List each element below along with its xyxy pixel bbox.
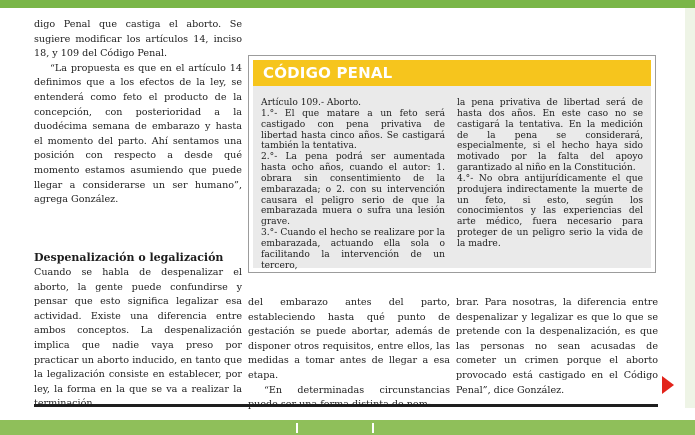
paragraph: digo Penal que castiga el aborto. Se sugiere modificar los artículos 14, inciso 18, y 109 del Código Penal. — [34, 19, 242, 60]
sidebar-right-column — [457, 98, 643, 250]
paragraph: brar. Para nosotras, la diferencia entre despenalizar y legalizar es que lo que se pretende con la despenalización, es que las personas no sean acusadas de cometer un crimen porque el aborto provocado está castigado en el Código Penal”, dice González. — [456, 297, 658, 396]
law-paragraph: 2.°- La pena podrá ser aumentada hasta ocho años, cuando el autor: 1. obrara sin consentimiento de la embarazada; o 2. con su intervención causara el peligro serio de que la embarazada muera o sufra una lesión grave. — [261, 152, 445, 228]
paragraph: “La propuesta es que en el artículo 14 definimos que a los efectos de la ley, se entenderá como feto el producto de la concepción, con posterioridad a la duodécima semana de embarazo y hasta el momento del parto. Ahí sentamos una posición con respecto a desde qué momento estamos asumiendo que puede llegar a considerarse un ser humano”, agrega González. — [34, 62, 242, 206]
law-paragraph: 4.°- No obra antijurídicamente el que produjera indirectamente la muerte de un feto, si esto, según los conocimientos y las experiencias del arte médico, fuera necesario para proteger de un peligro serio la vida de la madre. — [457, 173, 643, 249]
law-paragraph: Artículo 109.- Aborto. — [261, 98, 361, 108]
footer-decoration — [296, 423, 298, 433]
sidebar-title-bar — [253, 60, 651, 86]
law-paragraph: la pena privativa de libertad será de hasta dos años. En este caso no se castigará la tentativa. En la medición de la pena se considerará, especialmente, si el hecho haya sido motivado por la falta del apoyo garantizado al niño en la Constitución. — [457, 98, 643, 174]
footer-decoration — [372, 423, 374, 433]
top-accent-bar — [0, 0, 695, 8]
paragraph: del embarazo antes del parto, estableciendo hasta qué punto de gestación se puede abortar, además de disponer otros requisitos, entre ellos, las medidas a tomar antes de llegar a esa etapa. — [248, 297, 450, 381]
sidebar-left-column — [261, 98, 445, 272]
page-edge-strip — [685, 8, 695, 408]
law-paragraph: 3.°- Cuando el hecho se realizare por la embarazada, actuando ella sola o facilitando la intervención de un tercero, — [261, 228, 445, 271]
article-column-2 — [248, 296, 450, 413]
section-heading: Despenalización o legalización — [34, 251, 224, 264]
bottom-rule — [34, 404, 658, 407]
article-column-1-continued — [34, 266, 242, 412]
codigo-penal-sidebar — [248, 55, 656, 273]
continue-arrow-icon — [662, 376, 674, 394]
footer-band — [0, 420, 695, 435]
article-column-1 — [34, 18, 242, 208]
paragraph: “En determinadas circunstancias — [264, 384, 450, 396]
article-column-3 — [456, 296, 658, 398]
sidebar-title: CÓDIGO PENAL — [263, 64, 393, 82]
paragraph: Cuando se habla de despenalizar el aborto, la gente puede confundirse y pensar que esto significa legalizar esa actividad. Existe una diferencia entre ambos conceptos. La despenalización implica que nadie vaya preso por practicar un aborto inducido, en tanto que la legalización consiste en establecer, por ley, la forma en la que se va a realizar la — [34, 267, 242, 395]
law-paragraph: 1.°- El que matare a un feto será castigado con pena privativa de libertad hasta cinco años. Se castigará también la tentativa. — [261, 108, 445, 152]
